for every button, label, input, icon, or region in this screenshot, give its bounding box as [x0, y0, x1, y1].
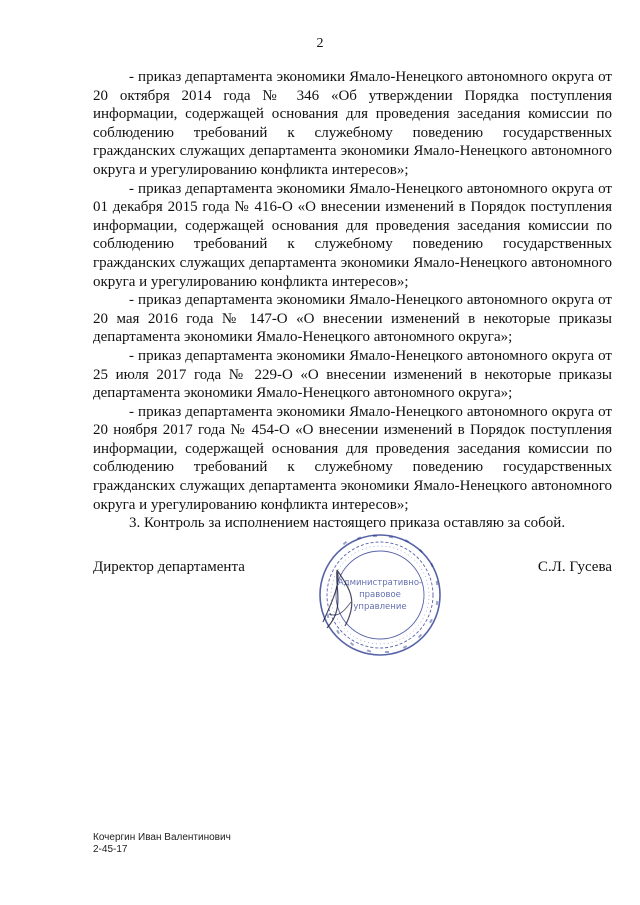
stamp-line-2: правовое [359, 590, 401, 600]
stamp-line-3: управление [353, 602, 407, 612]
signer-name: С.Л. Гусева [537, 559, 612, 575]
page-number: 2 [316, 36, 324, 51]
executor-name: Кочергин Иван Валентинович [93, 832, 231, 843]
list-item-order-2017-november: - приказ департамента экономики Ямало-Ненецкого автономного округа от 20 ноября 2017 года № 454-О «О внесении изменений в Порядок поступления информации, содержащей основания для проведения заседания комиссии по соблюдению требований к служебному поведению государственных гражданских служащих департамента экономики Ямало-Ненецкого автономного округа и урегулированию конфликта интересов»; [93, 403, 612, 513]
stamp-line-1: Административно- [337, 578, 423, 588]
document-body [93, 68, 612, 533]
executor-block [93, 832, 231, 856]
official-stamp [315, 530, 445, 660]
list-item-order-2017-july: - приказ департамента экономики Ямало-Ненецкого автономного округа от 25 июля 2017 года № 229-О «О внесении изменений в некоторые приказы департамента экономики Ямало-Ненецкого автономного округа»; [93, 347, 612, 402]
stamp-seal-icon [315, 530, 445, 660]
list-item-order-2014: - приказ департамента экономики Ямало-Ненецкого автономного округа от 20 октября 2014 года № 346 «Об утверждении Порядка поступления информации, содержащей основания для проведения заседания комиссии по соблюдению требований к служебному поведению государственных гражданских служащих департамента экономики Ямало-Ненецкого автономного округа и урегулированию конфликта интересов»; [93, 69, 612, 178]
signer-title: Директор департамента [93, 559, 245, 575]
list-item-order-2015: - приказ департамента экономики Ямало-Ненецкого автономного округа от 01 декабря 2015 года № 416-О «О внесении изменений в Порядок поступления информации, содержащей основания для проведения заседания комиссии по соблюдению требований к служебному поведению государственных гражданских служащих департамента экономики Ямало-Ненецкого автономного округа и урегулированию конфликта интересов»; [93, 180, 612, 290]
signature-row [93, 558, 612, 578]
executor-phone: 2-45-17 [93, 844, 128, 855]
control-clause: 3. Контроль за исполнением настоящего приказа оставляю за собой. [129, 515, 566, 532]
list-item-order-2016: - приказ департамента экономики Ямало-Ненецкого автономного округа от 20 мая 2016 года № 147-О «О внесении изменений в некоторые приказы департамента экономики Ямало-Ненецкого автономного округа»; [93, 292, 612, 346]
